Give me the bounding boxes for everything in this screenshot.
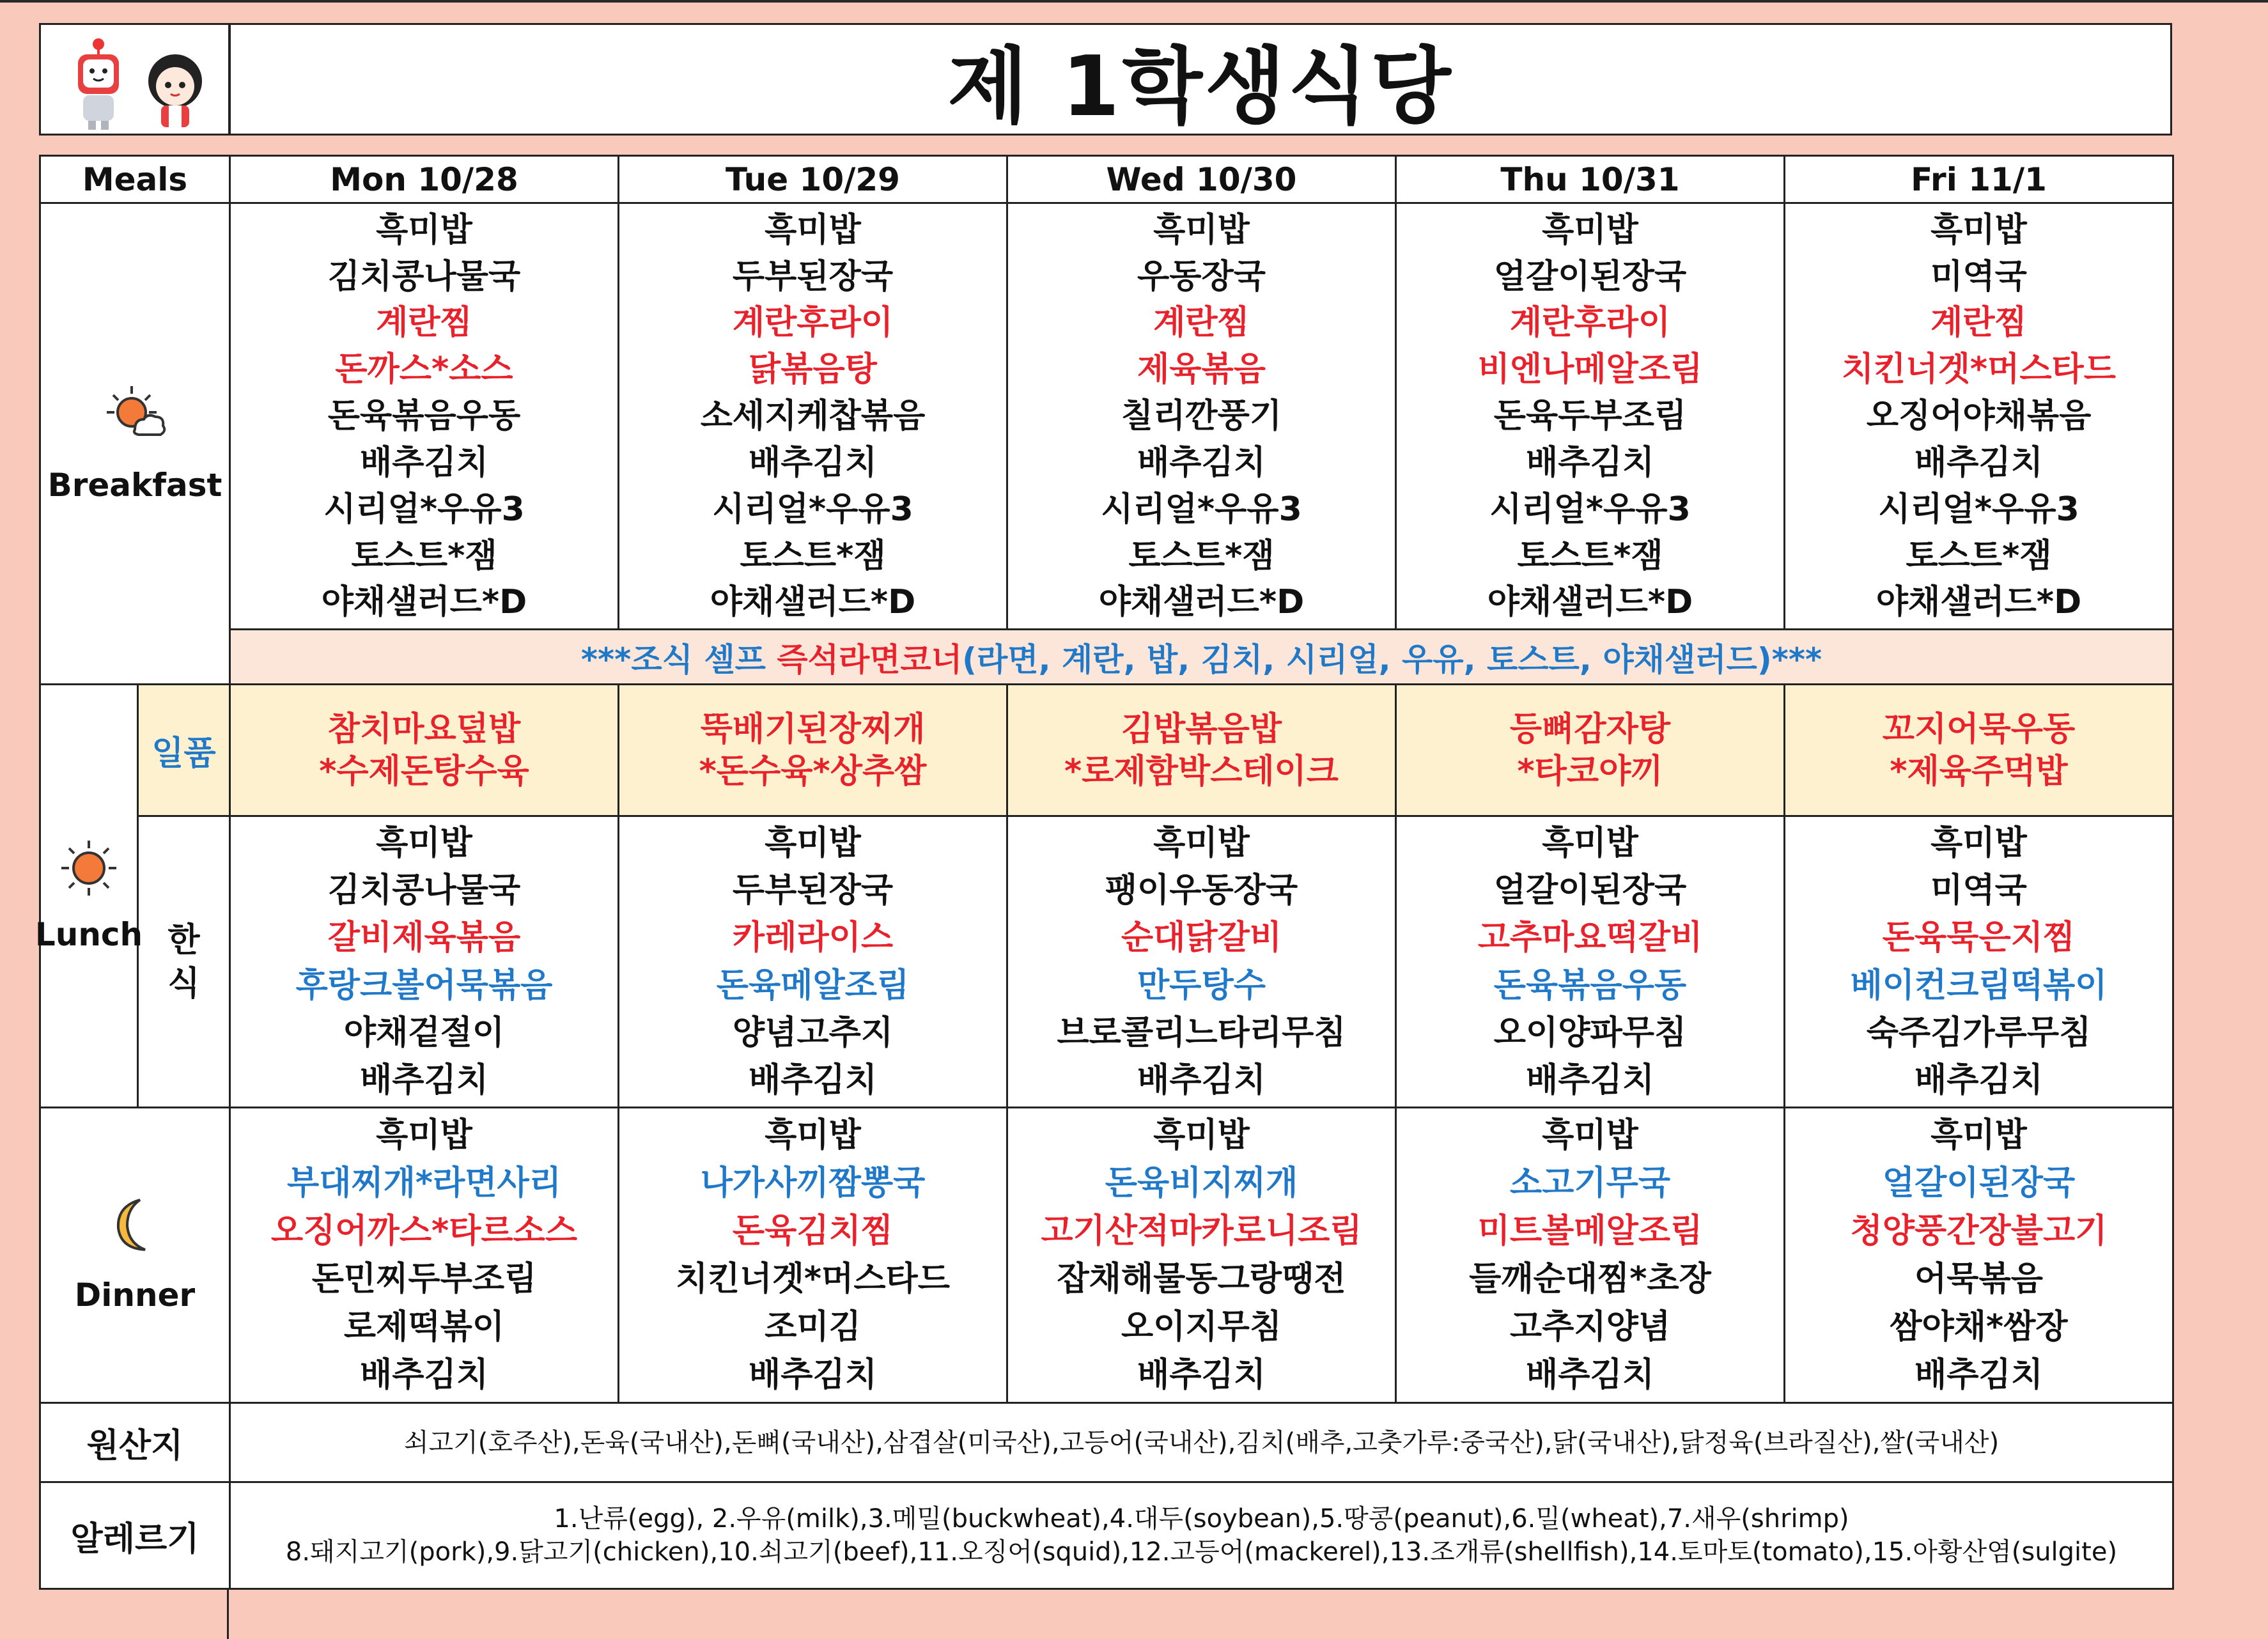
breakfast-day-cell — [230, 203, 619, 630]
breakfast-day-cell — [1396, 203, 1785, 630]
menu-item: 흑미밥 — [1542, 1115, 1638, 1154]
dinner-items — [1397, 1108, 1783, 1402]
menu-item: 흑미밥 — [1930, 1115, 2027, 1154]
hansik-day-cell — [1007, 816, 1396, 1108]
dinner-items — [1785, 1108, 2172, 1402]
ilpum-items — [231, 685, 617, 815]
menu-item: 배추김치 — [1137, 1356, 1266, 1395]
menu-item: 미트볼메알조림 — [1477, 1211, 1703, 1250]
dinner-day-cell — [1007, 1107, 1396, 1402]
menu-item: 배추김치 — [360, 443, 488, 482]
menu-item: 흑미밥 — [376, 824, 472, 863]
menu-item: 오징어야채볶음 — [1866, 397, 2092, 436]
menu-item: 시리얼*우유3 — [323, 490, 525, 529]
menu-item: 토스트*잼 — [1906, 536, 2052, 575]
menu-item: 흑미밥 — [1153, 824, 1250, 863]
menu-item: 야채샐러드*D — [1098, 583, 1305, 622]
lunch-label-cell — [35, 685, 143, 1108]
menu-item: 돈육볶음우동 — [1493, 966, 1687, 1005]
menu-item: 배추김치 — [1137, 1060, 1266, 1099]
dinner-day-cell — [1785, 1107, 2173, 1402]
menu-item: 얼갈이된장국 — [1882, 1163, 2076, 1202]
allergy-label: 알레르기 — [40, 1482, 230, 1589]
menu-item: 비엔나메알조림 — [1477, 350, 1703, 389]
menu-item: 잡채해물동그랑땡전 — [1057, 1259, 1346, 1298]
hansik-label: 한 식 — [138, 816, 230, 1108]
menu-item: 부대찌개*라면사리 — [286, 1163, 562, 1202]
ilpum-day-cell — [1396, 685, 1785, 816]
moon-icon — [109, 1196, 160, 1254]
menu-item: 브로콜리느타리무침 — [1057, 1013, 1346, 1052]
breakfast-day-cell — [1785, 203, 2173, 630]
dinner-items — [1008, 1108, 1395, 1402]
menu-item: 배추김치 — [1526, 443, 1654, 482]
menu-item: 얼갈이된장국 — [1493, 257, 1687, 296]
menu-item: 로제떡볶이 — [343, 1308, 505, 1347]
origin-row — [40, 1402, 2173, 1482]
day-header: Mon 10/28 — [230, 156, 619, 203]
sun-cloud-icon — [103, 384, 167, 441]
ilpum-menu-item: 꼬지어묵우동 — [1882, 710, 2076, 749]
meals-header: Meals — [40, 156, 230, 203]
menu-item: 계란후라이 — [732, 304, 894, 343]
allergy-text — [230, 1482, 2173, 1589]
menu-item: 시리얼*우유3 — [1101, 490, 1302, 529]
self-corner-prefix: ***조식 셀프 — [580, 641, 777, 678]
menu-item: 나가사끼짬뽕국 — [700, 1163, 926, 1202]
breakfast-items — [619, 204, 1006, 628]
menu-item: 치킨너겟*머스타드 — [1841, 350, 2117, 389]
breakfast-label: Breakfast — [47, 467, 222, 504]
menu-item: 순대닭갈비 — [1121, 919, 1282, 958]
menu-item: 쌈야채*쌈장 — [1890, 1308, 2068, 1347]
menu-item: 만두탕수 — [1137, 966, 1266, 1005]
ilpum-menu-item: 김밥볶음밥 — [1121, 710, 1282, 749]
hansik-items — [619, 817, 1006, 1107]
menu-item: 배추김치 — [360, 1356, 488, 1395]
menu-item: 흑미밥 — [765, 824, 861, 863]
menu-item: 흑미밥 — [1930, 210, 2027, 249]
day-header: Wed 10/30 — [1007, 156, 1396, 203]
allergy-line-2: 8.돼지고기(pork),9.닭고기(chicken),10.쇠고기(beef),11.오징어(squid),12.고등어(mackerel),13.조개류(shellfish),14.토마토(tomato),15.아황산염(sulgite) — [285, 1537, 2118, 1567]
ilpum-day-cell — [619, 685, 1007, 816]
menu-item: 두부된장국 — [732, 871, 894, 910]
lunch-label: Lunch — [35, 915, 143, 953]
hansik-day-cell — [1785, 816, 2173, 1108]
menu-item: 시리얼*우유3 — [1489, 490, 1691, 529]
self-corner-notice — [230, 629, 2173, 684]
lunch-hansik-row — [40, 816, 2173, 1108]
menu-item: 칠리깐풍기 — [1121, 397, 1282, 436]
menu-item: 배추김치 — [1526, 1356, 1654, 1395]
menu-item: 돈육볶음우동 — [327, 397, 521, 436]
dinner-day-cell — [1396, 1107, 1785, 1402]
menu-item: 계란찜 — [1930, 304, 2027, 343]
menu-item: 배추김치 — [1526, 1060, 1654, 1099]
ilpum-menu-item: *수제돈탕수육 — [319, 752, 529, 791]
menu-item: 흑미밥 — [1153, 1115, 1250, 1154]
menu-item: 흑미밥 — [376, 210, 472, 249]
ilpum-menu-item: *제육주먹밥 — [1890, 752, 2068, 791]
menu-item: 오이지무침 — [1121, 1308, 1282, 1347]
dinner-row — [40, 1107, 2173, 1402]
menu-item: 배추김치 — [1915, 443, 2043, 482]
page-title: 제 1학생식당 — [229, 23, 2172, 136]
menu-item: 야채샐러드*D — [1487, 583, 1693, 622]
menu-item: 돈육메알조림 — [716, 966, 910, 1005]
origin-text: 쇠고기(호주산),돈육(국내산),돈뼈(국내산),삼겹살(미국산),고등어(국내산),김치(배추,고춧가루:중국산),닭(국내산),닭정육(브라질산),쌀(국내산) — [230, 1402, 2173, 1482]
menu-item: 숙주김가루무침 — [1866, 1013, 2092, 1052]
menu-item: 계란후라이 — [1509, 304, 1671, 343]
self-corner-highlight: 즉석라면코너 — [777, 641, 963, 678]
menu-item: 배추김치 — [1137, 443, 1266, 482]
menu-item: 고기산적마카로니조림 — [1041, 1211, 1362, 1250]
menu-item: 야채샐러드*D — [710, 583, 916, 622]
hansik-items — [1397, 817, 1783, 1107]
menu-item: 소고기무국 — [1509, 1163, 1671, 1202]
menu-item: 갈비제육볶음 — [327, 919, 521, 958]
menu-item: 두부된장국 — [732, 257, 894, 296]
girl-mascot-icon — [148, 54, 202, 127]
hansik-items — [1008, 817, 1395, 1107]
menu-item: 미역국 — [1930, 871, 2027, 910]
menu-item: 조미김 — [765, 1308, 861, 1347]
ilpum-label: 일품 — [138, 685, 230, 816]
menu-item: 야채샐러드*D — [1876, 583, 2082, 622]
ilpum-day-cell — [1007, 685, 1396, 816]
menu-item: 돈까스*소스 — [335, 350, 513, 389]
menu-item: 팽이우동장국 — [1105, 871, 1298, 910]
menu-item: 후랑크볼어묵볶음 — [295, 966, 553, 1005]
menu-item: 김치콩나물국 — [327, 257, 521, 296]
dinner-label: Dinner — [74, 1277, 196, 1314]
menu-item: 오이양파무침 — [1493, 1013, 1687, 1052]
menu-item: 얼갈이된장국 — [1493, 871, 1687, 910]
breakfast-label-cell — [40, 203, 230, 685]
ilpum-items — [1397, 685, 1783, 815]
menu-item: 오징어까스*타르소스 — [270, 1211, 578, 1250]
breakfast-day-cell — [1007, 203, 1396, 630]
mascot-icons — [41, 25, 232, 137]
ilpum-items — [619, 685, 1006, 815]
menu-item: 흑미밥 — [1930, 824, 2027, 863]
menu-item: 배추김치 — [749, 1356, 877, 1395]
menu-item: 돈육김치찜 — [732, 1211, 894, 1250]
menu-item: 시리얼*우유3 — [1878, 490, 2079, 529]
dinner-items — [231, 1108, 617, 1402]
menu-item: 청양풍간장불고기 — [1850, 1211, 2108, 1250]
menu-item: 토스트*잼 — [740, 536, 886, 575]
menu-item: 닭볶음탕 — [749, 350, 877, 389]
menu-item: 계란찜 — [1153, 304, 1250, 343]
menu-item: 카레라이스 — [732, 919, 894, 958]
allergy-line-1: 1.난류(egg), 2.우유(milk),3.메밀(buckwheat),4.대두(soybean),5.땅콩(peanut),6.밀(wheat),7.새우(shrimp) — [554, 1504, 1849, 1534]
ilpum-menu-item: *타코야끼 — [1517, 752, 1663, 791]
breakfast-items — [1785, 204, 2172, 628]
menu-item: 우동장국 — [1137, 257, 1266, 296]
menu-item: 야채겉절이 — [343, 1013, 505, 1052]
menu-item: 어묵볶음 — [1915, 1259, 2043, 1298]
robot-mascot-icon — [78, 38, 119, 130]
menu-item: 소세지케찹볶음 — [700, 397, 926, 436]
menu-item: 흑미밥 — [1542, 210, 1638, 249]
menu-item: 돈민찌두부조림 — [311, 1259, 537, 1298]
breakfast-day-cell — [619, 203, 1007, 630]
menu-item: 고추지양념 — [1509, 1308, 1671, 1347]
menu-item: 흑미밥 — [376, 1115, 472, 1154]
menu-item: 토스트*잼 — [1128, 536, 1275, 575]
dinner-day-cell — [619, 1107, 1007, 1402]
hansik-items — [1785, 817, 2172, 1107]
menu-item: 야채샐러드*D — [321, 583, 527, 622]
day-header: Fri 11/1 — [1785, 156, 2173, 203]
menu-item: 베이컨크림떡볶이 — [1850, 966, 2108, 1005]
menu-item: 흑미밥 — [765, 210, 861, 249]
menu-item: 돈육묵은지찜 — [1882, 919, 2076, 958]
breakfast-items — [231, 204, 617, 628]
menu-item: 흑미밥 — [1542, 824, 1638, 863]
breakfast-items — [1397, 204, 1783, 628]
allergy-row — [40, 1482, 2173, 1589]
menu-item: 토스트*잼 — [351, 536, 497, 575]
menu-item: 들깨순대찜*초장 — [1469, 1259, 1711, 1298]
menu-table — [35, 155, 2174, 1590]
ilpum-menu-item: *돈수육*상추쌈 — [699, 752, 927, 791]
menu-item: 배추김치 — [360, 1060, 488, 1099]
menu-item: 시리얼*우유3 — [712, 490, 913, 529]
menu-item: 돈육비지찌개 — [1105, 1163, 1298, 1202]
menu-item: 배추김치 — [1915, 1356, 2043, 1395]
menu-item: 김치콩나물국 — [327, 871, 521, 910]
day-header: Tue 10/29 — [619, 156, 1007, 203]
top-border-line — [0, 0, 2268, 3]
menu-item: 양념고추지 — [732, 1013, 894, 1052]
menu-item: 배추김치 — [1915, 1060, 2043, 1099]
ilpum-items — [1785, 685, 2172, 815]
hansik-day-cell — [230, 816, 619, 1108]
menu-item: 계란찜 — [376, 304, 472, 343]
ilpum-menu-item: 등뼈감자탕 — [1509, 710, 1671, 749]
origin-label: 원산지 — [40, 1402, 230, 1482]
menu-item: 흑미밥 — [1153, 210, 1250, 249]
ilpum-menu-item: *로제함박스테이크 — [1064, 752, 1339, 791]
menu-item: 제육볶음 — [1137, 350, 1266, 389]
sun-icon — [60, 839, 118, 897]
menu-item: 고추마요떡갈비 — [1477, 919, 1703, 958]
ilpum-menu-item: 뚝배기된장찌개 — [700, 710, 926, 749]
lunch-ilpum-row — [40, 685, 2173, 816]
dinner-label-cell — [40, 1107, 230, 1402]
ilpum-menu-item: 참치마요덮밥 — [327, 710, 521, 749]
menu-item: 배추김치 — [749, 1060, 877, 1099]
menu-item: 토스트*잼 — [1517, 536, 1663, 575]
header-row — [40, 156, 2173, 203]
menu-item: 흑미밥 — [765, 1115, 861, 1154]
ilpum-items — [1008, 685, 1395, 815]
menu-item: 미역국 — [1930, 257, 2027, 296]
dinner-items — [619, 1108, 1006, 1402]
hansik-items — [231, 817, 617, 1107]
day-header: Thu 10/31 — [1396, 156, 1785, 203]
breakfast-items — [1008, 204, 1395, 628]
menu-item: 돈육두부조림 — [1493, 397, 1687, 436]
self-corner-row — [40, 629, 2173, 684]
menu-item: 치킨너겟*머스타드 — [675, 1259, 951, 1298]
dinner-day-cell — [230, 1107, 619, 1402]
mascot-logo — [39, 23, 230, 136]
breakfast-row — [40, 203, 2173, 630]
hansik-day-cell — [619, 816, 1007, 1108]
ilpum-day-cell — [230, 685, 619, 816]
table-tail-line — [227, 1590, 229, 1639]
menu-item: 배추김치 — [749, 443, 877, 482]
ilpum-day-cell — [1785, 685, 2173, 816]
self-corner-suffix: (라면, 계란, 밥, 김치, 시리얼, 우유, 토스트, 야채샐러드)*** — [962, 641, 1822, 678]
hansik-day-cell — [1396, 816, 1785, 1108]
